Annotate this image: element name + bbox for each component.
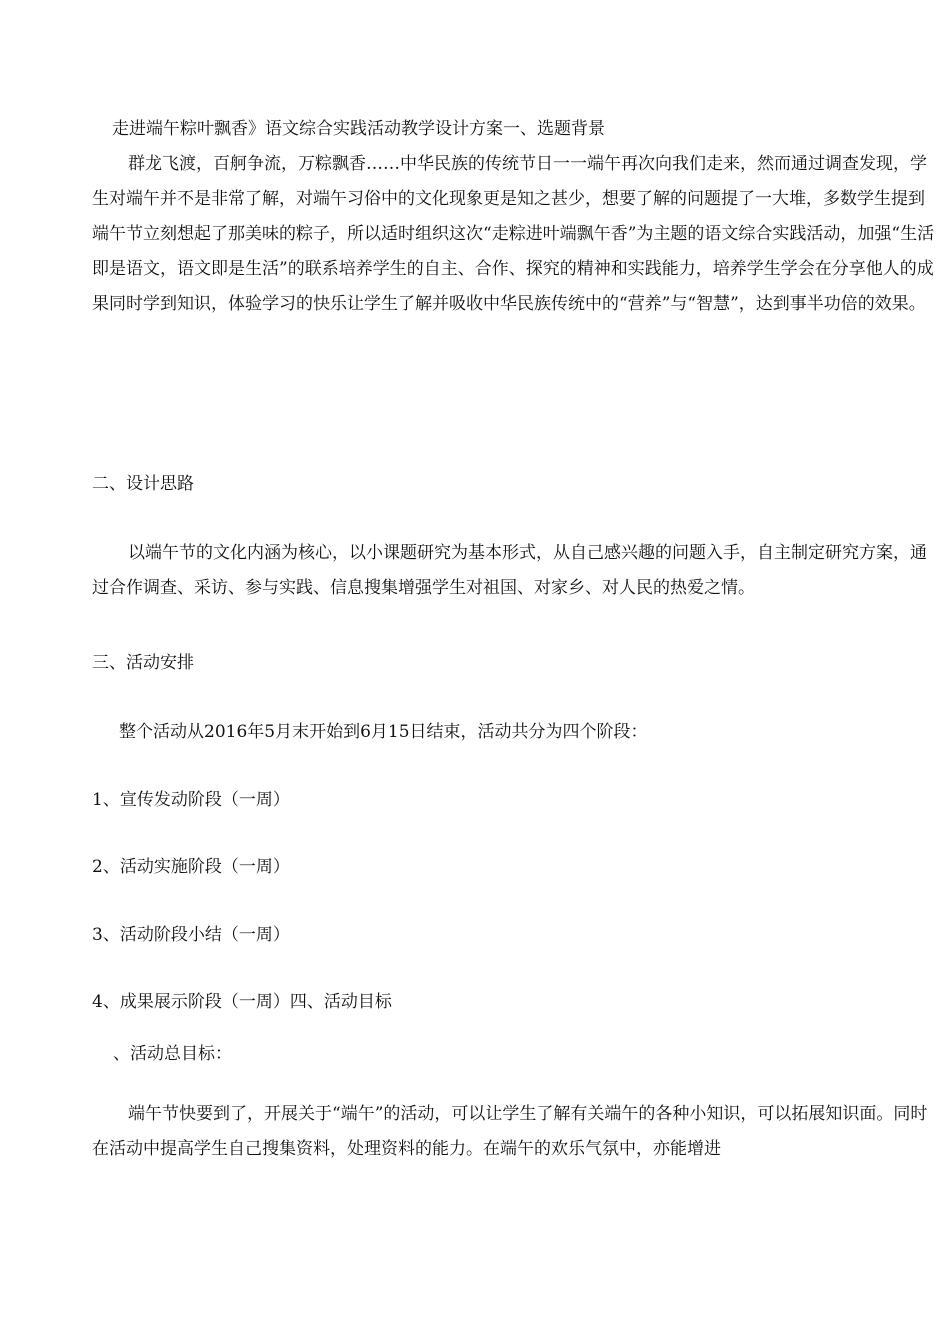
stage-item: 1、宣传发动阶段（一周）	[92, 790, 290, 810]
goal-paragraph-text: 端午节快要到了，开展关于“端午”的活动，可以让学生了解有关端午的各种小知识，可以拓展知识面。同时在活动中提高学生自己搜集资料，处理资料的能力。在端午的欢乐气氛中，亦能增进	[92, 1104, 928, 1159]
stage-item: 4、成果展示阶段（一周）四、活动目标	[92, 992, 392, 1012]
section-heading-schedule: 三、活动安排	[92, 653, 194, 673]
stage-item: 3、活动阶段小结（一周）	[92, 925, 290, 945]
goal-heading: 、活动总目标：	[113, 1044, 232, 1064]
stage-item: 2、活动实施阶段（一周）	[92, 857, 290, 877]
schedule-intro: 整个活动从2016年5月末开始到6月15日结束，活动共分为四个阶段：	[119, 722, 648, 742]
document-title: 走进端午粽叶飘香》语文综合实践活动教学设计方案一、选题背景	[112, 119, 605, 139]
background-paragraph-text: 群龙飞渡，百舸争流，万粽飘香……中华民族的传统节日一一端午再次向我们走来，然而通过调查发现，学生对端午并不是非常了解，对端午习俗中的文化现象更是知之甚少，想要了解的问题提了一大堆，多数学生提到端午节立刻想起了那美味的粽子，所以适时组织这次“走粽进叶端飘午香”为主题的语文综合实践活动，加强“生活即是语文，语文即是生活”的联系培养学生的自主、合作、探究的精神和实践能力，培养学生学会在分享他人的成果同时学到知识，体验学习的快乐让学生了解并吸收中华民族传统中的“营养”与“智慧”，达到事半功倍的效果。	[92, 154, 935, 314]
background-paragraph	[92, 147, 938, 435]
design-paragraph-text: 以端午节的文化内涵为核心，以小课题研究为基本形式，从自己感兴趣的问题入手，自主制定研究方案，通过合作调查、采访、参与实践、信息搜集增强学生对祖国、对家乡、对人民的热爱之情。	[92, 543, 927, 598]
section-heading-design: 二、设计思路	[92, 474, 194, 494]
goal-paragraph	[92, 1097, 938, 1169]
design-paragraph	[92, 536, 938, 608]
